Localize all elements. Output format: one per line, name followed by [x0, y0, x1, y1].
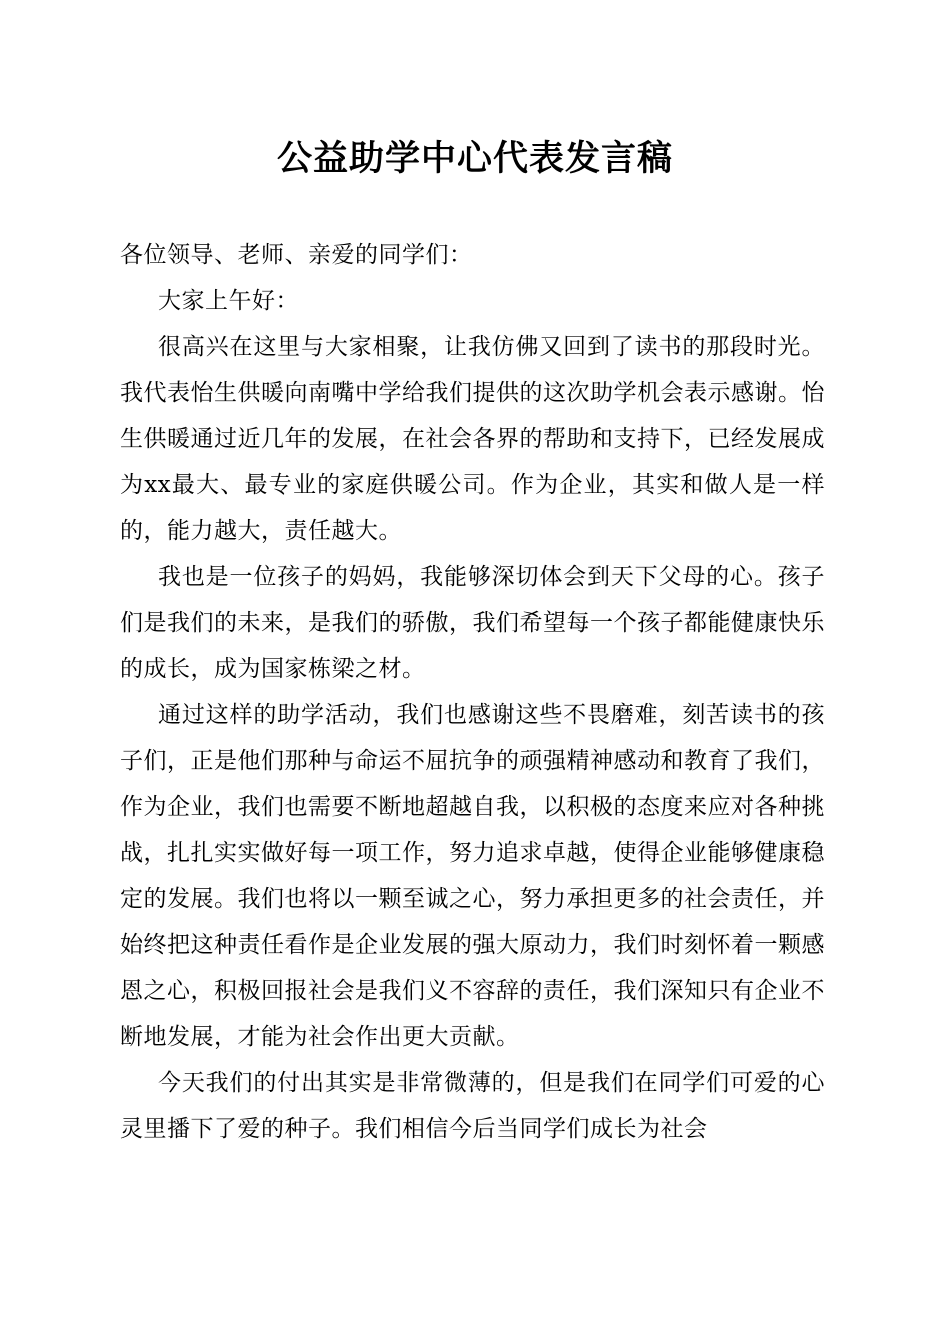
paragraph: 通过这样的助学活动，我们也感谢这些不畏磨难，刻苦读书的孩子们，正是他们那种与命运不屈抗争的顽强精神感动和教育了我们，作为企业，我们也需要不断地超越自我，以积极的态度来应对各种挑战，扎扎实实做好每一项工作，努力追求卓越，使得企业能够健康稳定的发展。我们也将以一颗至诚之心，努力承担更多的社会责任，并始终把这种责任看作是企业发展的强大原动力，我们时刻怀着一颗感恩之心，积极回报社会是我们义不容辞的责任，我们深知只有企业不断地发展，才能为社会作出更大贡献。	[120, 702, 825, 1050]
document-body	[120, 232, 825, 1152]
paragraph: 很高兴在这里与大家相聚，让我仿佛又回到了读书的那段时光。我代表怡生供暖向南嘴中学给我们提供的这次助学机会表示感谢。怡生供暖通过近几年的发展，在社会各界的帮助和支持下，已经发展成为xx最大、最专业的家庭供暖公司。作为企业，其实和做人是一样的，能力越大，责任越大。	[120, 334, 825, 544]
paragraph: 我也是一位孩子的妈妈，我能够深切体会到天下父母的心。孩子们是我们的未来，是我们的骄傲，我们希望每一个孩子都能健康快乐的成长，成为国家栋梁之材。	[120, 564, 825, 682]
document-title: 公益助学中心代表发言稿	[276, 138, 673, 179]
salutation: 各位领导、老师、亲爱的同学们：	[120, 242, 473, 268]
paragraph: 今天我们的付出其实是非常微薄的，但是我们在同学们可爱的心灵里播下了爱的种子。我们相信今后当同学们成长为社会	[120, 1070, 825, 1142]
paragraph-greeting: 大家上午好：	[158, 288, 299, 314]
